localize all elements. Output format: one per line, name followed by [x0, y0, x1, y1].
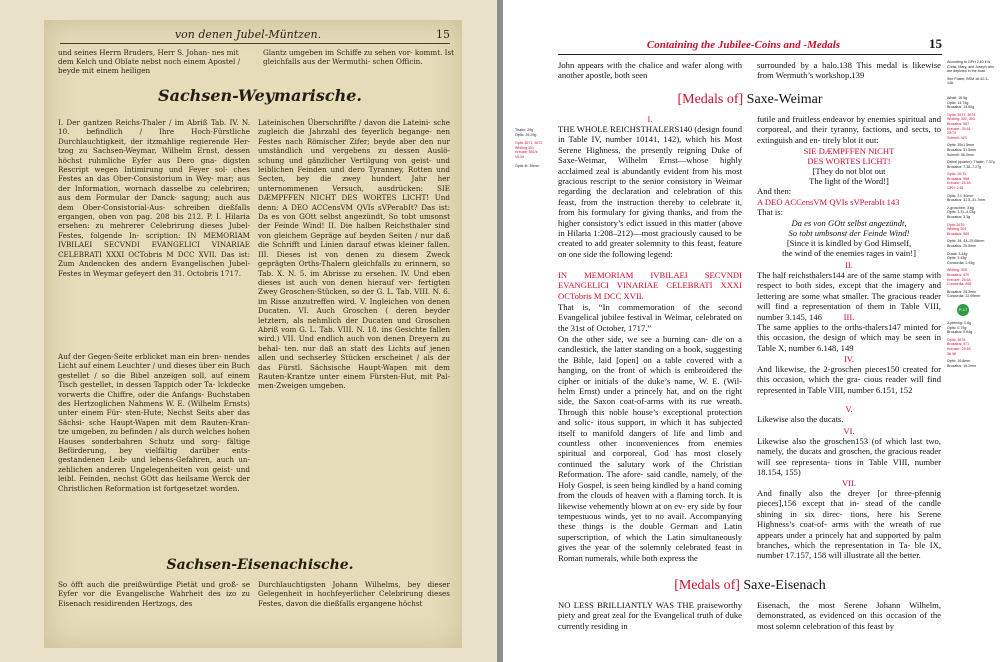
- margin-note: Brozatus: 971: [947, 342, 970, 347]
- right-page-translation: [503, 0, 1000, 662]
- left-header-page-number: 15: [436, 28, 450, 41]
- left-top-text: [58, 48, 458, 75]
- left-column-a: I. Der gantzen Reichs-Thaler / im Abriß Tab. IV. N. 10. befindlich / Ihre Hoch-Fürstliche Durchlauchtigkeit, der itzmahlige regierende Her- tzog zu Sachsen-Weymar, Wilhelm Ernst, dessen höchst ruhmliche Eyfer aus Dero gna- digsten Rescript wegen Intimirung und Feyer sol- ches Festes an das Ober-Consistorium in Wey- mar; aus der Information, wornach dasselbe zu celebriren; aus dem Formular der Danck- sagung; auch aus dem Ober-Consistorial-Aus- schreiben dießfalls ergangen, oben von pag. 208 bis 212. P. I. Hilaria ersehen: zu mehrerer Celebrirung dieses Jubel-Festes, folgende In- scription: IN MEMORIAM IVBILAEI SECVNDI EVANGELICI VINARIAE CELEBRATI XXXI OCTobris M DCC XVII. Das ist: Zum Andencken des andern Evangelischen Jubel-Festes in Weymar gefeyert den 31. Octobris 1717.: [58, 118, 250, 278]
- margin-note: Kreuzer 551/z: [515, 150, 538, 155]
- section-name-2: Saxe-Eisenach: [743, 578, 826, 593]
- margin-note: Optic: 3 t: 40mm: [947, 193, 974, 198]
- intro-left: John appears with the chalice and wafer along with another apostle, both seen: [558, 60, 742, 81]
- margin-note: Whiting 301: [515, 145, 534, 150]
- margin-note: 38.98: [947, 351, 956, 356]
- roman-i: I.: [647, 114, 653, 124]
- margin-note: Brozatus: 7.38–7.27g: [947, 164, 982, 169]
- section-bracket-2: [Medals of]: [674, 578, 740, 593]
- margin-note: Concordia: 895: [947, 282, 972, 287]
- margin-note: Kreuzer: 25.65: [947, 346, 971, 351]
- margin-note: Brozatus: 969: [947, 231, 970, 236]
- margin-note: Optic: 35x1.5mm: [947, 143, 975, 148]
- roman-vi: VI.: [843, 426, 855, 436]
- col2-section-vi: Likewise also the groschen153 (of which last two, namely, the ducats and groschen, the gracious reader will see representa- tions in Table VIII, number 18.154, 155): [757, 436, 941, 478]
- margin-note: Optic: 3678: [947, 337, 966, 342]
- col2-english-verse-1: [Since it is kindled by God Himself,: [786, 238, 912, 248]
- margin-note: See Foster, BSM 16:42:3–146.: [947, 76, 990, 86]
- left-header-title: von denen Jubel-Müntzen.: [174, 28, 322, 41]
- col2-translation-1: [They do not blot out: [812, 166, 886, 176]
- margin-note: Optic: 3.31–4.03g: [947, 210, 976, 215]
- col2-section-ii: The half reichsthalers144 are of the same stamp with respect to both sides, except that the imagery and lettering are some what smaller. The gracious reader will find a representation of them in Table VIII, number 3.145, 146: [757, 270, 941, 322]
- margin-note: Ducat: 3.44g: [947, 251, 968, 256]
- roman-iv: IV.: [843, 354, 855, 364]
- left-bottom-right: Durchlauchtigsten Johann Wilhelms, bey dieser Gelegenheit in hochfeyerlicher Celebrirung dieses Festes, davon die dießfalls ergangene höchst: [258, 580, 450, 608]
- left-column-b: Lateinischen Überschriffte / davon die Lateini- sche zugleich die Jahrzahl des feyerlich begange- nen Festes nach Römischer Zifer; beyde aber den nur umständlich und vergebens zu dessen Auslö- schung und gänzlicher Vertilgung von geist- und leiblichen Feinden und dero Tyranney, Rotten und Secten, bey die zwey hundert Jahr her unternommenen Versuch, ausdrücken: SIE DÆMPFFEN NICHT DES WORTES LICHT! Und denn: A DEO ACCensVM QVIs sVPerabIt? Das ist: Da es von GOtt selbst angezündt, So tobt umsonst der Feinde Wind! II. Die halben Reichsthaler sind von gleichem Gepräge auf beyden Seiten / nur daß die Schrifft und Linien darauf etwas kleiner fallen. III. Dieses ist von denen zu diesem Zweck geprägten Orths-Thalern gleichfalls zu erinnern, so Tab. X. N. 5. im Abrisse zu ersehen. IV. Und eben dieses ist auch von denen hierauf ver- fertigten Zwey Groschen-Stücken, so der G. L. Tab. VIII. N. 6. im Risse anzutreffen wird. V. Ingleichen von denen Ducaten. VI. Auch Groschen ( deren beyder letztern, als nehmlich der Ducaten und Groschen Abriß vom G. L. Tab. VIII. N. 18. ins Gesichte fallen wird.) VII. Und endlich auch von denen Dreyern zu behal- ten. nur daß an statt des Lichts auf jenen allen und sechserley Stücken erscheinet / als der das Fürstl. Sächsische Haupt-Wapen mit dem Rauten-Krantze unter einem Fürsten-Hut, mit Pal- men-Zweigen umgeben.: [258, 118, 450, 391]
- margin-notes-left: [515, 128, 553, 168]
- col1-paragraph-c: On the other side, we see a burning can- dle on a candlestick, the latter standing on a book, suggesting the Bible, laid [open] on a table covered with a hanging, on the front of which is embroidered the cipher or initials of the duke’s name, W. E. (Wil- helm Ernst) under a princely hat, and on the right side, the Saxon coat-of-arms with its rue wreath. Through this noble house’s exceptional protection and solic- itous support, in which it has subjected itself to manifold dangers of life and limb and countless other inconveniences from enemies spiritual and corporeal, God has most closely continued the salutary work of the Christian Reformation. The afore- said candle, namely, of the Holy Gospel, is seen being kindled by a hand coming from the clouds of heaven with a flaming torch. It is likewise vehemently blown at on ev- ery side by four tempestuous winds, yet to no avail. Accompanying these things is the double German and Latin superscription, of which the Latin simultaneously gives the year of the solemnly celebrated feast in Roman numerals, while both express the: [558, 334, 742, 563]
- col1-legend: IN MEMORIAM IVBILAEI SECVNDI EVANGELICI VINARIAE CELEBRATI XXXI OCTobris M DCC XVII.: [558, 270, 742, 301]
- margin-note: GPH: 2:61: [947, 186, 964, 191]
- margin-note: Brozatus: 14.60g: [947, 105, 975, 110]
- margin-note: Schnell: 36.3mm: [947, 152, 974, 157]
- margin-note: Concordia: 2.93g: [947, 260, 975, 265]
- margin-note: 3-pfennig: 0.8g: [947, 320, 971, 325]
- margin-note: According to GPH 2:63 it is Christ, Mary, and Joseph who are depicted in the boat.: [947, 60, 995, 74]
- margin-note: Brozatus: 3.3g: [947, 215, 971, 220]
- margin-note: Optic: 2671, 3674: [947, 112, 976, 117]
- margin-note: Optic: 3.45g: [947, 256, 967, 261]
- margin-note: Whalt: 16.5g: [947, 95, 968, 100]
- margin-note: Whiting: 302, 303: [947, 117, 975, 122]
- margin-note: Kreuzer: 25.64: [947, 277, 971, 282]
- right-page-header: [558, 36, 942, 55]
- section-heading-saxe-eisenach: [558, 578, 942, 594]
- margin-note: Brozatus: 31.5mm: [947, 147, 977, 152]
- margin-note: Brozatus: 970: [947, 272, 970, 277]
- col2-section-vii: And finally also the dreyer [or three-pfennig pieces],156 except that in- stead of the candle shining in six direc- tions, here his Serene Highness’s coat-of- arms with the wreath of rue appears under a princely hat and supported by palm branches, which the representation in Ta- ble IX, number 17.157, 158 will illustrate all the better.: [757, 488, 941, 561]
- margin-notes-right: [947, 60, 995, 368]
- col2-and-then: And then:: [757, 186, 792, 196]
- left-title-eisenach: Sachsen-Eisenachische.: [166, 557, 354, 573]
- margin-note: Schnell: 423: [947, 135, 967, 140]
- margin-note: Brozatus: 967: [947, 121, 970, 126]
- col2-section-iii: The same applies to the orths-thalers147 minted for this occasion, the design of which may be seen in Table X, number 6.148, 149: [757, 322, 941, 353]
- col2-paragraph-a: futile and fruitless endeavor by enemies spiritual and corporeal, and their tyranny, factions, and sects, to extinguish and en- tirely blot it out:: [757, 114, 941, 145]
- col2-section-iv: And likewise, the 2-groschen pieces150 created for this occasion, which the gra- cious reader will find represented in Table VIII, number 6.151, 152: [757, 364, 941, 395]
- page-marker-badge: P-17: [957, 304, 969, 316]
- margin-note: Brozatus: 968: [947, 176, 970, 181]
- col2-german-verse-2: So tobt umbsonst der Feinde Wind!: [788, 228, 910, 238]
- margin-note: 15:34: [515, 154, 524, 159]
- margin-note: Brozatus: 25.3mm: [947, 289, 977, 294]
- col2-german-verse-1: Da es von GOtt selbst angezündt,: [791, 218, 907, 228]
- col2-motto-1: SIE DÆMPFFEN NICHT: [803, 146, 895, 156]
- left-page-scan: [0, 0, 497, 662]
- margin-note: Kreuzer: 25.61: [947, 126, 971, 131]
- margin-note: Whiting: 305: [947, 268, 967, 273]
- left-page-header: [60, 28, 450, 44]
- page-marker-wrap: [947, 302, 995, 318]
- margin-note: Optic: 26 75: [947, 172, 967, 177]
- col2-translation-2: The light of the Word!]: [809, 176, 889, 186]
- right-header-title: Containing the Jubilee-Coins and -Medals: [646, 39, 841, 51]
- bottom-left-text: NO LESS BRILLIANTLY WAS THE praiseworthy piety and great zeal for the Evangelical truth of duke currently residing in: [558, 600, 742, 631]
- intro-right: surrounded by a halo.138 This medal is likewise from Wermuth’s workshop.139: [757, 60, 941, 81]
- col1-paragraph-b: That is, “In commemoration of the second Evangelical jubilee festival in Weimar, celebrated on the 31st of October, 1717.”: [558, 302, 742, 333]
- left-title-weymar: Sachsen-Weymarische.: [158, 86, 362, 105]
- left-top-left: und seines Herrn Bruders, Herr S. Johan- nes mit dem Kelch und Oblate nebst noch einem Apostel / beyde mit einem heiligen: [58, 48, 240, 75]
- margin-note: Brozatus: 0.94g: [947, 330, 973, 335]
- roman-ii: II.: [845, 260, 853, 270]
- left-bottom-left: So öfft auch die preißwürdige Pietät und groß- se Eyfer vor die Evangelische Wahrheit des izo zu Eisenach residirenden Hertzogs, des: [58, 580, 250, 608]
- margin-note: Thaler: 29g: [515, 128, 534, 132]
- margin-note: Optic: 16.8mm: [947, 359, 971, 364]
- margin-note: Optic 2676: [947, 222, 965, 227]
- section-name: Saxe-Weimar: [746, 92, 823, 107]
- margin-note: Brozatus: 16.2mm: [947, 363, 977, 368]
- margin-note: Brozatus: 31.5–31.7mm: [947, 198, 986, 203]
- margin-note: Whiting 304: [947, 227, 966, 232]
- col2-english-verse-2: the wind of the enemies rages in vain!]: [782, 248, 916, 258]
- bottom-right-text: Eisenach, the most Serene Johann Wilhelm, demonstrated, as evidenced on this occasion of the most solemn celebration of this feast by: [757, 600, 941, 631]
- margin-note: Concordia: 22.99mm: [947, 294, 981, 299]
- right-header-page-number: 15: [929, 36, 942, 51]
- margin-note: Orthal (quarter): Thaler: 7.37g: [947, 160, 995, 165]
- margin-note: Optic: 14.74g: [947, 100, 969, 105]
- margin-note: Kreuzer: 25.63: [947, 181, 971, 186]
- roman-iii: III.: [843, 312, 855, 322]
- left-top-right: Glantz umgeben im Schiffe zu sehen vor- kommt. Ist gleichfalls aus der Wermuthi- schen Officin.: [263, 48, 455, 66]
- left-column-a2: Auf der Gegen-Seite erblicket man ein bren- nendes Licht auf einem Leuchter / und dieses über ein Buch gestellet / so die Bibel anzeigen soll, auf einem Tisch gestellet, in dessen Tappich oder Ta- lckdecke vorwerts die Chiffre, oder die Anfangs- Buchstaben des Hertzoglichen Nahmens W. E. (Wilhelm Ernsts) unter einem Für- sten-Hute; Nechst Seits aber das Sächsi- sche Haupt-Wapen mit dem Rauten-Kran- tze umgeben, zu befinden / als durch welches hohen Hauses sonderbahren Schutz und sorg- fältige Beförderung, bey vielfältig darüber ents- gestandenen Leib- und lebens-Gefahren, auch un- zehlichen anderen Ungelegenheiten von geist- und leibl. Feinden, nechst GOtt das heilsame Werck der Christlichen Reformation ist fortgesetzet worden.: [58, 352, 250, 493]
- margin-note: Optic: 0.79g: [947, 325, 967, 330]
- margin-note: 2-groschen: 3.6g: [947, 205, 974, 210]
- col2-section-v: Likewise also the ducats.: [757, 414, 844, 424]
- col2-that-is: That is:: [757, 207, 784, 217]
- section-heading-saxe-weimar: [558, 92, 942, 108]
- margin-note: Optic: 29.29g: [515, 132, 537, 137]
- margin-note: Optic 4t: 39mm: [515, 163, 540, 168]
- margin-note: Optic: 34: 44–25.68mm: [947, 239, 985, 244]
- margin-note: 25:74: [947, 131, 956, 136]
- col2-motto-2: DES WORTES LICHT!: [807, 156, 891, 166]
- col2-latin-chronogram: A DEO ACCensVM QVIs sVPerabIt 143: [757, 197, 900, 207]
- margin-note: Brozatus: 25.5mm: [947, 244, 977, 248]
- col1-paragraph-a: THE WHOLE REICHSTHALERS140 (design found in Table IV, number 10141, 142), which his Most Serene Highness, the presently reigning Duke of Saxe-Weimar, Wilhelm Ernst—whose highly acclaimed zeal is abundantly evident from his most gracious rescript to the senior consistory in Weimar regarding the declaration and celebration of this feast, from the instruction thereby to celebrate it, from his formulary for giving thanks, and from the higher consistory’s edict issued in this matter (above in Hilaria 1:208–212)—most graciously caused to be created to add greater solemnity to this feast, feature on one side the following legend:: [558, 124, 742, 259]
- section-bracket: [Medals of]: [677, 92, 744, 107]
- margin-note: Optic 3671, 3672: [515, 141, 543, 146]
- roman-v: V.: [845, 404, 853, 414]
- roman-vii: VII.: [841, 478, 857, 488]
